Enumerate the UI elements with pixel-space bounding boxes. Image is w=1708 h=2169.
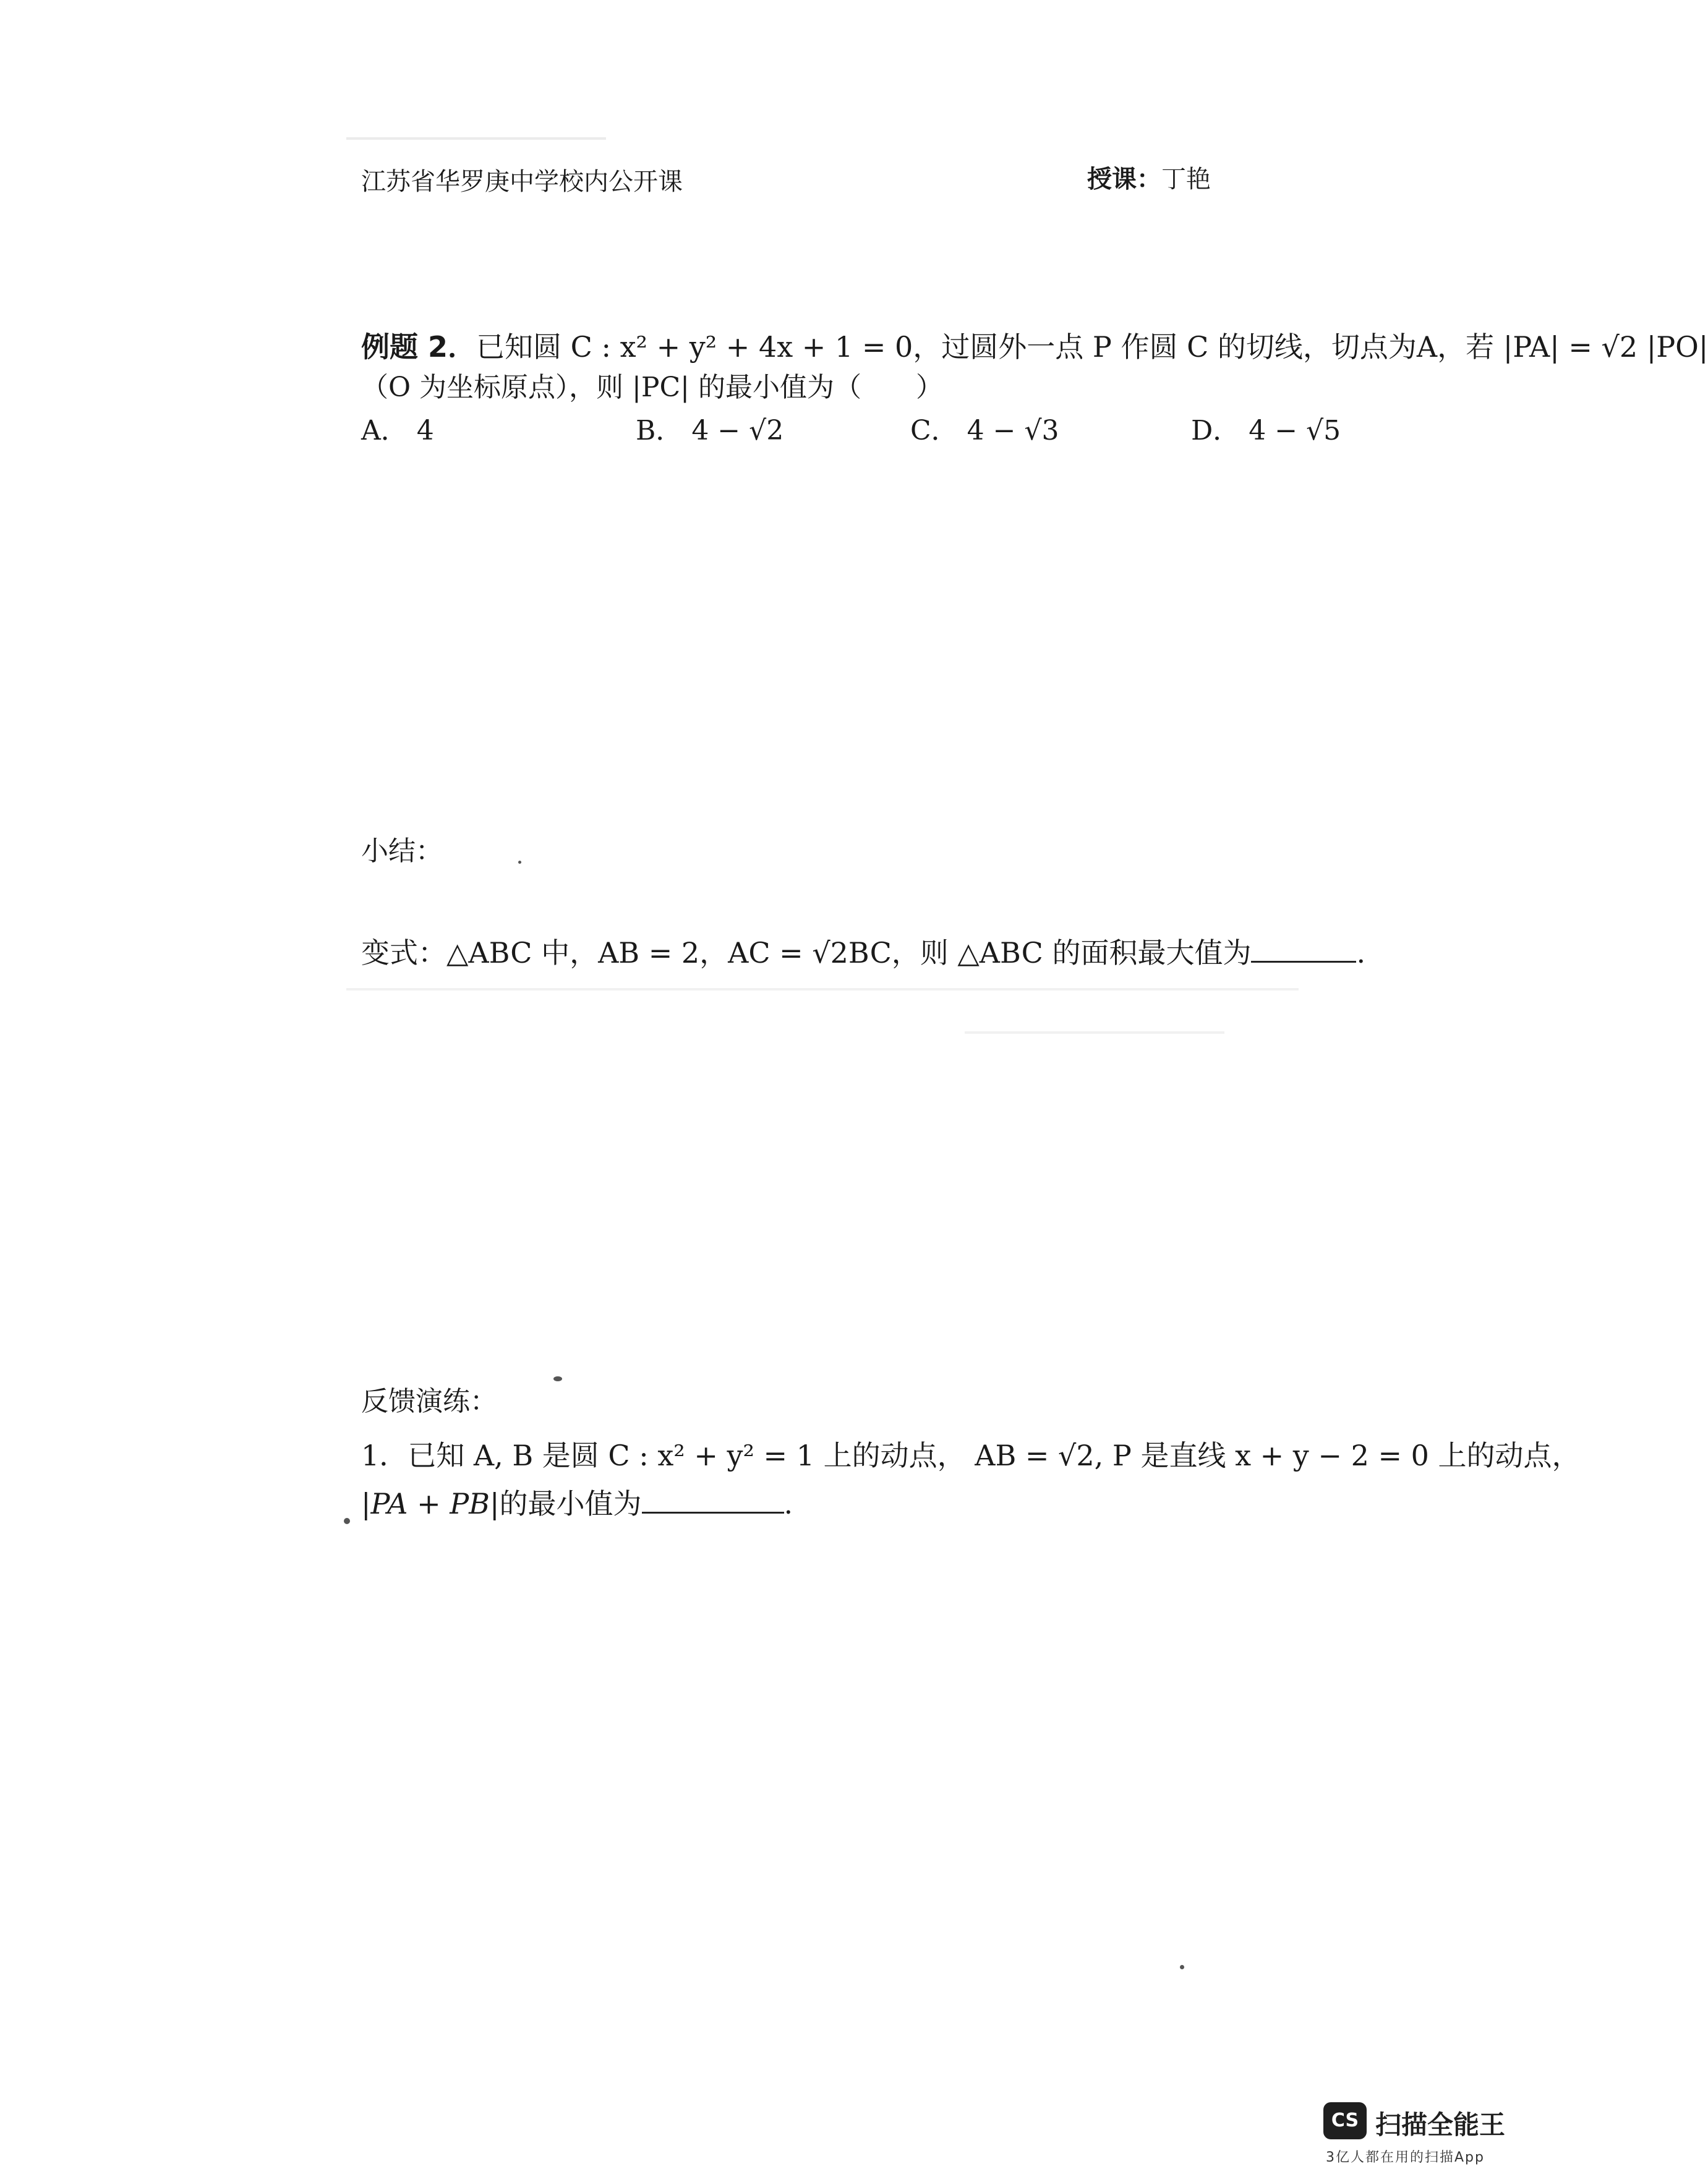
option-d: D． 4 − √5 [1191, 415, 1341, 446]
example-line-1-text: 已知圆 C : x² + y² + 4x + 1 = 0，过圆外一点 P 作圆 C 的切线，切点为A，若 |PA| = √2 |PO| [476, 330, 1708, 364]
feedback-heading: 反馈演练： [361, 1386, 497, 1417]
teacher-name: 丁艳 [1161, 165, 1211, 194]
answer-blank [1251, 936, 1356, 963]
option-b: B． 4 − √2 [636, 415, 784, 446]
watermark-subtitle: 3亿人都在用的扫描App [1326, 2150, 1485, 2165]
scan-artifact [346, 988, 1299, 991]
scan-speck [518, 861, 521, 864]
answer-blank [642, 1487, 784, 1514]
variant-end: . [1356, 936, 1366, 969]
option-a: A． 4 [361, 415, 434, 446]
variant-problem [361, 931, 1365, 971]
scan-artifact [346, 137, 606, 140]
scan-artifact [965, 1031, 1224, 1034]
scan-speck [344, 1518, 350, 1524]
variant-text: △ABC 中，AB = 2，AC = √2BC，则 △ABC 的面积最大值为 [446, 936, 1252, 969]
vector-sum-expression: |PA + PB| [361, 1487, 500, 1520]
scan-speck [1180, 1965, 1184, 1969]
header-school: 江苏省华罗庚中学校内公开课 [361, 168, 683, 196]
feedback-problem-1-text: 的最小值为 [499, 1487, 642, 1520]
teacher-label: 授课： [1087, 164, 1161, 194]
feedback-problem-1-line-2 [361, 1481, 793, 1522]
example-line-1 [361, 325, 1708, 365]
option-c: C． 4 − √3 [910, 415, 1059, 446]
header-teacher [1087, 160, 1211, 195]
scan-speck [553, 1376, 562, 1381]
summary-label: 小结： [361, 835, 443, 867]
example-line-2: （O 为坐标原点），则 |PC| 的最小值为（ ） [361, 372, 943, 403]
camscanner-logo-icon: CS [1323, 2102, 1367, 2139]
watermark-name: 扫描全能王 [1375, 2110, 1506, 2140]
scanner-watermark [1323, 2102, 1515, 2164]
feedback-problem-1-line-1: 1．已知 A, B 是圆 C : x² + y² = 1 上的动点， AB = √2, P 是直线 x + y − 2 = 0 上的动点， [361, 1439, 1581, 1472]
example-tag: 例题 2． [361, 330, 477, 364]
feedback-problem-1-end: . [784, 1487, 793, 1520]
variant-label: 变式： [361, 936, 446, 969]
